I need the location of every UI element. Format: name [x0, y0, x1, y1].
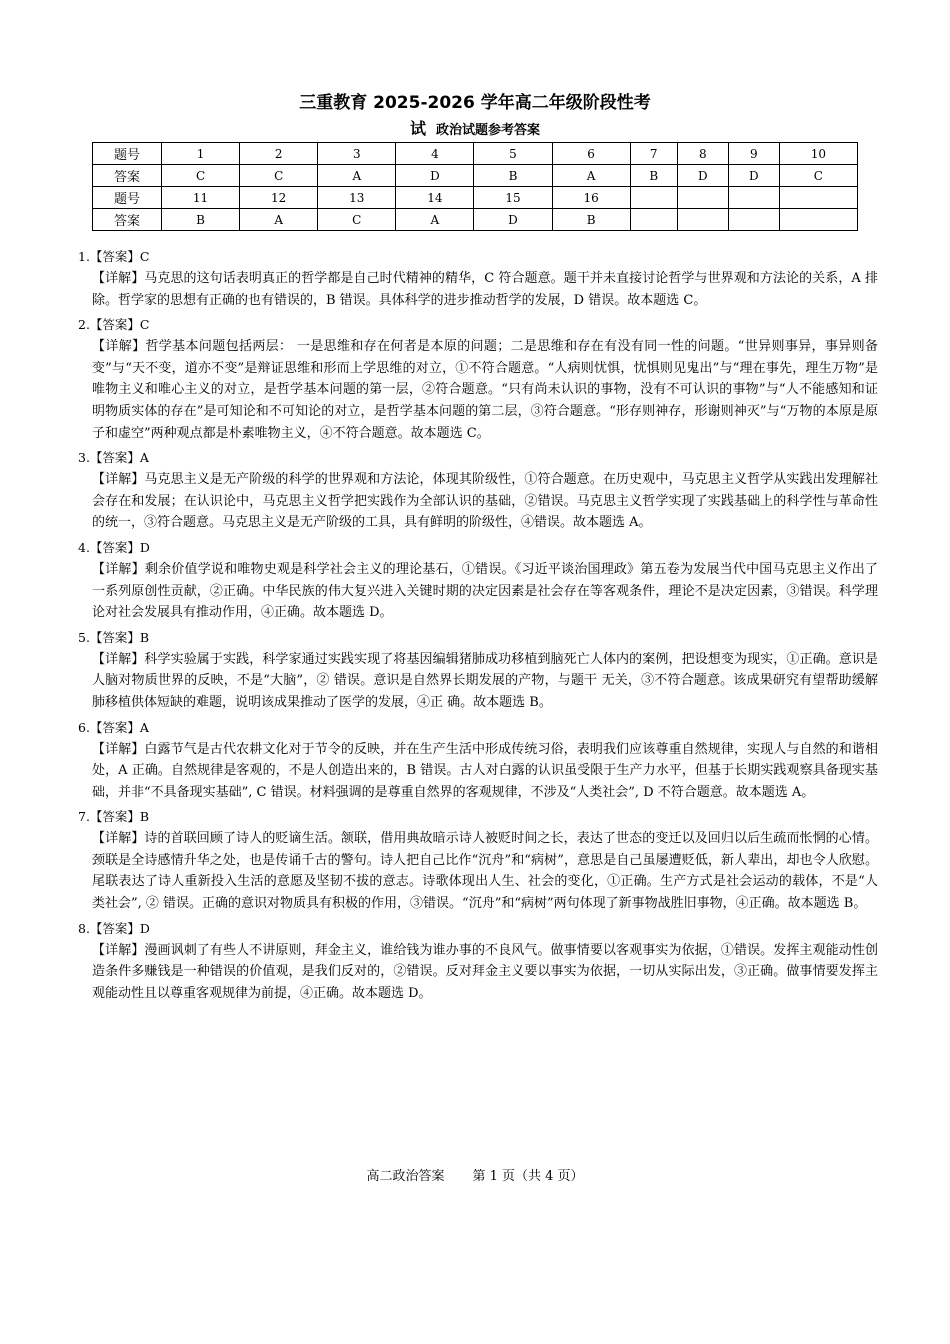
answer-detail: 【详解】漫画讽刺了有些人不讲原则，拜金主义，谁给钱为谁办事的不良风气。做事情要以客观事实为依据，①错误。发挥主观能动性创造条件多赚钱是一种错误的价值观，是我们反对的，②错误。反对拜金主义要以事实为依据，一切从实际出发，③正确。做事情要发挥主观能动性且以尊重客观规律为前提，④正确。故本题选 D。	[92, 942, 878, 1001]
answer-explanations	[78, 246, 878, 1007]
question-number-cell: 12	[240, 187, 318, 209]
answer-cell: D	[396, 165, 474, 187]
answer-cell: B	[552, 209, 630, 231]
answer-key-line: 1.【答案】C	[78, 249, 150, 264]
answer-cell: D	[728, 165, 779, 187]
row-label-answer: 答案	[93, 165, 162, 187]
question-number-cell: 10	[779, 143, 857, 165]
answer-key-line: 3.【答案】A	[78, 450, 149, 466]
answer-item	[78, 918, 878, 1005]
answer-cell	[728, 209, 779, 231]
answer-key-line: 2.【答案】C	[78, 317, 150, 333]
answer-key-line: 5.【答案】B	[78, 629, 150, 645]
answer-cell: B	[630, 165, 677, 187]
answer-row	[93, 165, 858, 187]
answer-cell: C	[240, 165, 318, 187]
answer-key-line: 4.【答案】D	[78, 539, 150, 555]
answer-detail: 【详解】马克思的这句话表明真正的哲学都是自己时代精神的精华，C 符合题意。题干并未直接讨论哲学与世界观和方法论的关系，A 排除。哲学家的思想有正确的也有错误的，B 错误。具体科学的进步推动哲学的发展，D 错误。故本题选 C。	[92, 271, 878, 308]
answer-detail: 【详解】诗的首联回顾了诗人的贬谪生活。颔联，借用典故暗示诗人被贬时间之长，表达了世态的变迁以及回归以后生疏而怅惘的心情。颈联是全诗感情升华之处，也是传诵千古的警句。诗人把自己比作“沉舟”和“病树”，意思是自己虽屡遭贬低，新人辈出，却也令人欣慰。尾联表达了诗人重新投入生活的意愿及坚韧不拔的意志。诗歌体现出人生、社会的变化，①正确。生产方式是社会运动的载体，不是“人类社会”, ② 错误。正确的意识对物质具有积极的作用，③错误。“沉舟”和“病树”两句体现了新事物战胜旧事物，④正确。故本题选 B。	[92, 831, 878, 912]
answer-detail: 【详解】马克思主义是无产阶级的科学的世界观和方法论，体现其阶级性，①符合题意。在历史观中，马克思主义哲学从实践出发理解社会存在和发展；在认识论中，马克思主义哲学把实践作为全部认识的基础，②错误。马克思主义哲学实现了实践基础上的科学性与革命性的统一，③符合题意。马克思主义是无产阶级的工具，具有鲜明的阶级性，④错误。故本题选 A。	[92, 472, 878, 531]
page-subtitle	[0, 116, 950, 139]
row-label-question: 题号	[93, 187, 162, 209]
answer-cell: D	[474, 209, 552, 231]
question-number-cell: 13	[318, 187, 396, 209]
answer-item	[78, 717, 878, 804]
question-number-row	[93, 143, 858, 165]
question-number-row	[93, 187, 858, 209]
answer-item	[78, 537, 878, 624]
answer-key-line: 7.【答案】B	[78, 809, 150, 825]
question-number-cell: 16	[552, 187, 630, 209]
answer-cell: A	[240, 209, 318, 231]
subtitle-part-b: 政治试题参考答案	[436, 123, 541, 138]
answer-cell: C	[318, 209, 396, 231]
answer-row	[93, 209, 858, 231]
answer-cell: B	[474, 165, 552, 187]
question-number-cell	[630, 187, 677, 209]
answer-cell: B	[162, 209, 240, 231]
question-number-cell	[728, 187, 779, 209]
answer-cell: D	[677, 165, 728, 187]
subtitle-part-a: 试	[409, 119, 426, 138]
answer-key-line: 8.【答案】D	[78, 920, 150, 936]
question-number-cell	[677, 187, 728, 209]
answer-cell: C	[162, 165, 240, 187]
question-number-cell: 2	[240, 143, 318, 165]
question-number-cell: 4	[396, 143, 474, 165]
answer-item	[78, 246, 878, 311]
question-number-cell: 3	[318, 143, 396, 165]
answer-item	[78, 314, 878, 444]
question-number-cell: 1	[162, 143, 240, 165]
question-number-cell: 11	[162, 187, 240, 209]
answer-cell	[630, 209, 677, 231]
footer-page-number: 第 1 页（共 4 页）	[472, 1169, 584, 1184]
question-number-cell	[779, 187, 857, 209]
answer-cell: A	[396, 209, 474, 231]
page-footer	[0, 1165, 950, 1184]
question-number-cell: 8	[677, 143, 728, 165]
row-label-answer: 答案	[93, 209, 162, 231]
row-label-question: 题号	[93, 143, 162, 165]
question-number-cell: 6	[552, 143, 630, 165]
answer-detail: 【详解】科学实验属于实践，科学家通过实践实现了将基因编辑猪肺成功移植到脑死亡人体内的案例，把设想变为现实，①正确。意识是人脑对物质世界的反映，不是“大脑”，② 错误。意识是自然界长期发展的产物，与题干 无关，③不符合题意。该成果研究有望帮助缓解肺移植供体短缺的难题，说明该成果推动了医学的发展，④正 确。故本题选 B。	[92, 651, 878, 710]
answer-item	[78, 447, 878, 534]
question-number-cell: 14	[396, 187, 474, 209]
answer-item	[78, 806, 878, 914]
answer-table	[92, 142, 858, 231]
question-number-cell: 7	[630, 143, 677, 165]
answer-cell: C	[779, 165, 857, 187]
page-title: 三重教育 2025-2026 学年高二年级阶段性考	[299, 93, 651, 113]
answer-cell: A	[552, 165, 630, 187]
answer-cell	[779, 209, 857, 231]
question-number-cell: 5	[474, 143, 552, 165]
answer-cell: A	[318, 165, 396, 187]
answer-detail: 【详解】剩余价值学说和唯物史观是科学社会主义的理论基石，①错误。《习近平谈治国理政》第五卷为发展当代中国马克思主义作出了一系列原创性贡献，②正确。中华民族的伟大复兴进入关键时期的决定因素是社会存在等客观条件，理论不是决定因素，③错误。科学理论对社会发展具有推动作用，④正确。故本题选 D。	[92, 561, 878, 621]
answer-cell	[677, 209, 728, 231]
answer-detail: 【详解】哲学基本问题包括两层： 一是思维和存在何者是本原的问题；二是思维和存在有没有同一性的问题。“世异则事异，事异则备变”与“天不变，道亦不变”是辩证思维和形而上学思维的对立，①不符合题意。“人病则忧惧，忧惧则见鬼出”与“理在事先，理生万物”是唯物主义和唯心主义的对立，是哲学基本问题的第一层，②符合题意。“只有尚未认识的事物，没有不可认识的事物”与“人不能感知和证明物质实体的存在”是可知论和不可知论的对立，是哲学基本问题的第二层，③符合题意。“形存则神存，形谢则神灭”与“万物的本原是原子和虚空”两种观点都是朴素唯物主义，④不符合题意。故本题选 C。	[92, 339, 878, 441]
answer-item	[78, 627, 878, 714]
answer-detail: 【详解】白露节气是古代农耕文化对于节令的反映，并在生产生活中形成传统习俗，表明我们应该尊重自然规律，实现人与自然的和谐相处，A 正确。自然规律是客观的，不是人创造出来的，B 错误。古人对白露的认识虽受限于生产力水平，但基于长期实践观察具备现实基础，并非“不具备现实基础”, C 错误。材料强调的是尊重自然界的客观规律，不涉及“人类社会”, D 不符合题意。故本题选 A。	[92, 741, 878, 800]
question-number-cell: 15	[474, 187, 552, 209]
answer-key-line: 6.【答案】A	[78, 719, 149, 735]
question-number-cell: 9	[728, 143, 779, 165]
footer-subject: 高二政治答案	[366, 1169, 445, 1184]
